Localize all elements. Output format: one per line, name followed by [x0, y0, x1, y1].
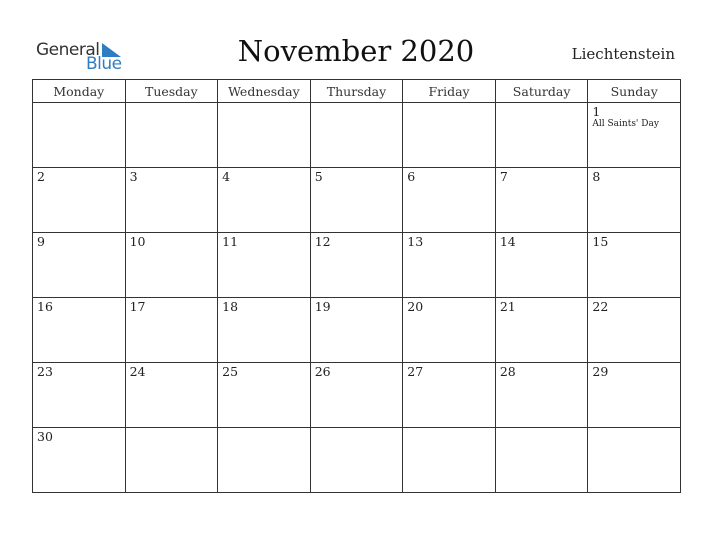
day-number: 29 [592, 364, 609, 379]
day-number: 26 [314, 364, 331, 379]
day-cell [125, 298, 218, 363]
day-cell [33, 168, 126, 233]
day-number: 27 [407, 364, 424, 379]
day-number: 9 [37, 234, 45, 249]
day-number: 20 [407, 299, 424, 314]
week-row [33, 298, 681, 363]
weekday-header: Saturday [495, 80, 588, 103]
calendar-grid [32, 79, 681, 493]
day-cell [218, 168, 311, 233]
day-number: 24 [129, 364, 146, 379]
weekday-header: Friday [403, 80, 496, 103]
day-cell [588, 168, 681, 233]
day-number: 13 [407, 234, 424, 249]
day-number: 16 [37, 299, 53, 314]
day-number: 1 [592, 104, 601, 119]
day-number: 3 [129, 169, 138, 184]
day-cell [403, 103, 496, 168]
week-row [33, 363, 681, 428]
week-row [33, 233, 681, 298]
day-number [403, 103, 495, 105]
day-number [126, 103, 218, 105]
day-cell [588, 363, 681, 428]
day-cell [495, 168, 588, 233]
week-row [33, 103, 681, 168]
page-title: November 2020 [237, 34, 475, 68]
holiday-label: All Saints' Day [592, 119, 659, 129]
day-cell [310, 363, 403, 428]
weekday-header: Wednesday [218, 80, 311, 103]
day-number [403, 428, 495, 430]
day-number: 25 [222, 364, 239, 379]
country-label: Liechtenstein [571, 45, 675, 63]
day-cell [403, 168, 496, 233]
day-number: 19 [314, 299, 331, 314]
day-number: 14 [499, 234, 516, 249]
day-cell [403, 298, 496, 363]
day-number: 12 [314, 234, 331, 249]
day-cell [218, 298, 311, 363]
day-cell [33, 233, 126, 298]
day-cell [310, 168, 403, 233]
day-cell [218, 428, 311, 493]
day-number: 6 [407, 169, 416, 184]
day-number [33, 103, 125, 105]
weekday-header: Monday [33, 80, 126, 103]
day-cell [125, 103, 218, 168]
day-number: 18 [222, 299, 239, 314]
day-cell [218, 363, 311, 428]
logo-text-blue: Blue [86, 54, 122, 74]
day-number: 22 [592, 299, 609, 314]
day-number: 15 [592, 234, 609, 249]
day-cell [125, 363, 218, 428]
day-cell [403, 233, 496, 298]
day-cell [310, 103, 403, 168]
day-cell [403, 363, 496, 428]
day-cell [403, 428, 496, 493]
day-cell [495, 298, 588, 363]
day-number: 17 [129, 299, 146, 314]
day-number [126, 428, 218, 430]
day-number [311, 103, 403, 105]
day-cell [588, 298, 681, 363]
day-number: 30 [37, 429, 53, 444]
day-cell [588, 233, 681, 298]
day-number [496, 428, 588, 430]
day-number [218, 103, 310, 105]
day-cell [310, 298, 403, 363]
day-cell [33, 363, 126, 428]
day-number: 7 [499, 169, 508, 184]
day-number: 4 [222, 169, 231, 184]
day-number: 5 [314, 169, 323, 184]
day-number: 28 [499, 364, 516, 379]
day-number: 11 [222, 234, 239, 249]
day-number [218, 428, 310, 430]
day-number [588, 428, 680, 430]
weekday-header: Sunday [588, 80, 681, 103]
day-cell [495, 363, 588, 428]
day-number: 2 [37, 169, 45, 184]
day-cell [218, 103, 311, 168]
day-cell [310, 428, 403, 493]
week-row [33, 428, 681, 493]
day-cell [495, 428, 588, 493]
day-cell [495, 103, 588, 168]
day-number: 10 [129, 234, 146, 249]
day-cell [33, 298, 126, 363]
day-cell [310, 233, 403, 298]
day-cell [495, 233, 588, 298]
day-number: 23 [37, 364, 53, 379]
logo-text-general: General [36, 40, 100, 60]
day-number: 21 [499, 299, 516, 314]
week-row [33, 168, 681, 233]
day-cell [218, 233, 311, 298]
day-cell [125, 168, 218, 233]
day-number [311, 428, 403, 430]
day-cell [33, 103, 126, 168]
weekday-header-row [33, 80, 681, 103]
weekday-header: Thursday [310, 80, 403, 103]
day-cell [125, 428, 218, 493]
weekday-header: Tuesday [125, 80, 218, 103]
day-cell [588, 428, 681, 493]
day-number: 8 [592, 169, 601, 184]
day-cell [588, 103, 681, 168]
day-cell [33, 428, 126, 493]
day-cell [125, 233, 218, 298]
day-number [496, 103, 588, 105]
